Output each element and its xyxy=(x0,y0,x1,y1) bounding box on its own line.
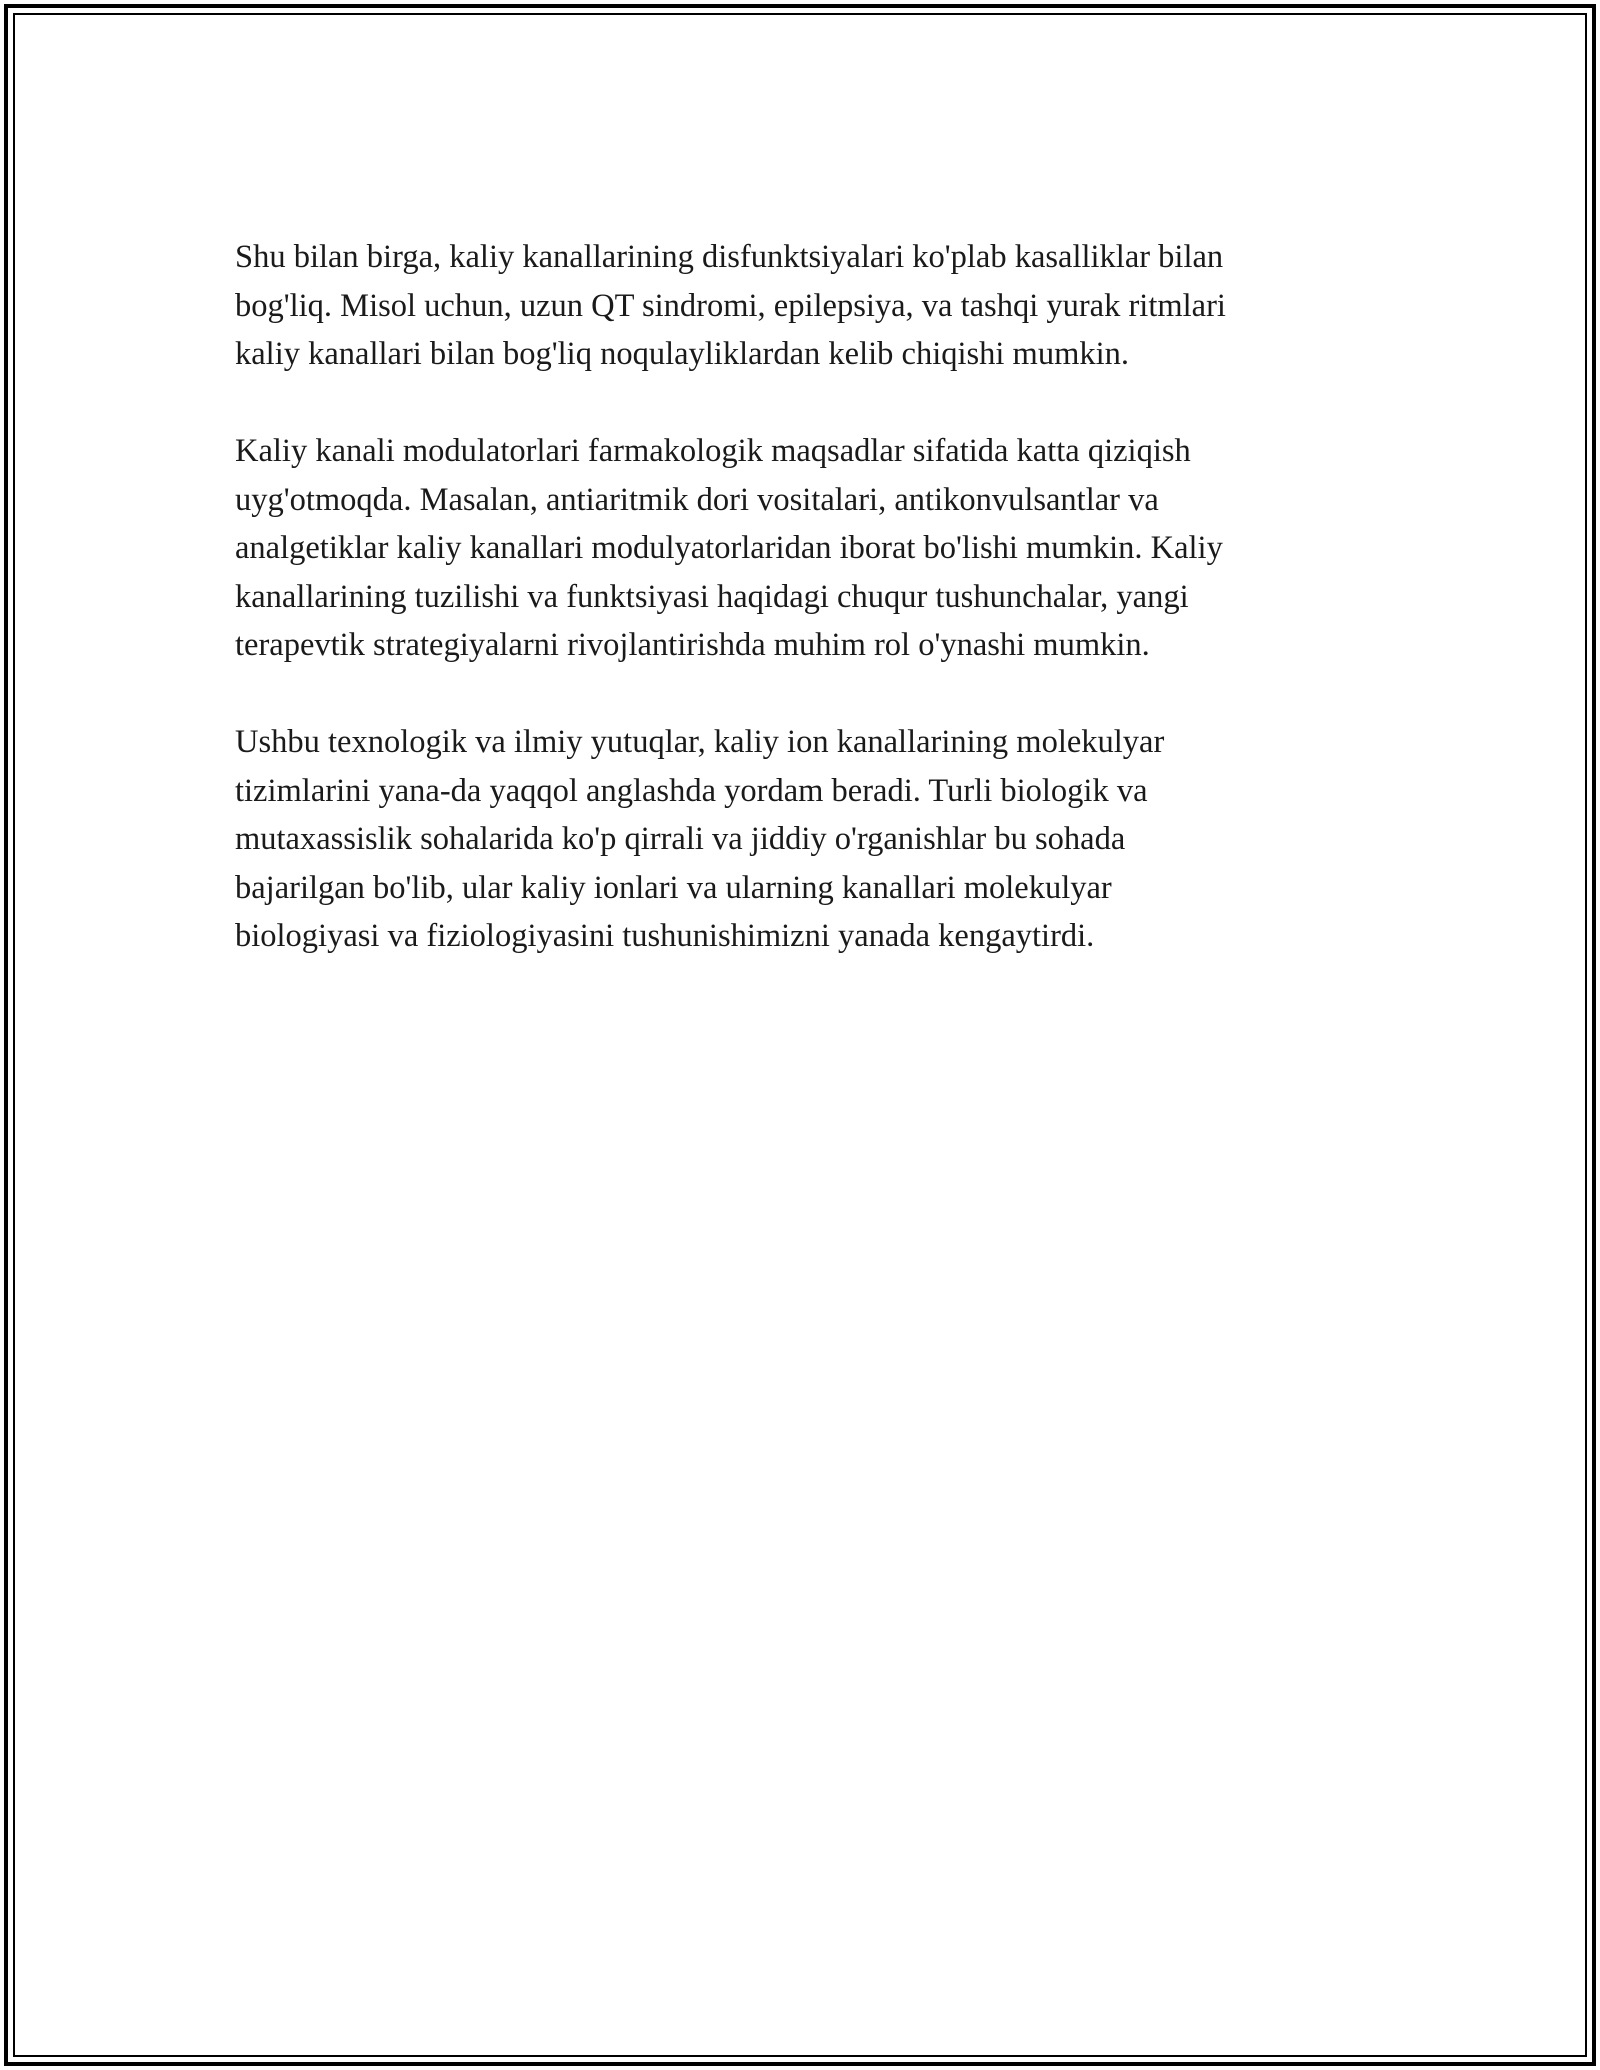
text-line: mutaxassislik sohalarida ko'p qirrali va jiddiy o'rganishlar bu sohada xyxy=(235,821,1126,857)
text-line: uyg'otmoqda. Masalan, antiaritmik dori vositalari, antikonvulsantlar va xyxy=(235,481,1159,518)
text-line: analgetiklar kaliy kanallari modulyatorlaridan iborat bo'lishi mumkin. Kaliy xyxy=(235,530,1223,566)
text-line: Shu bilan birga, kaliy kanallarining disfunktsiyalari ko'plab kasalliklar bilan xyxy=(235,239,1224,275)
text-line: terapevtik strategiyalarni rivojlantirishda muhim rol o'ynashi mumkin. xyxy=(235,627,1150,663)
text-line: tizimlarini yana-da yaqqol anglashda yordam beradi. Turli biologik va xyxy=(235,772,1148,809)
document-body xyxy=(235,233,1375,1009)
text-line: Kaliy kanali modulatorlari farmakologik maqsadlar sifatida katta qiziqish xyxy=(235,433,1191,469)
text-line: Ushbu texnologik va ilmiy yutuqlar, kaliy ion kanallarining molekulyar xyxy=(235,724,1165,760)
paragraph-3 xyxy=(235,718,1375,961)
text-line: biologiyasi va fiziologiyasini tushunishimizni yanada kengaytirdi. xyxy=(235,918,1095,954)
text-line: bajarilgan bo'lib, ular kaliy ionlari va ularning kanallari molekulyar xyxy=(235,869,1112,906)
paragraph-1 xyxy=(235,233,1375,379)
text-line: kanallarining tuzilishi va funktsiyasi haqidagi chuqur tushunchalar, yangi xyxy=(235,578,1189,615)
text-line: bog'liq. Misol uchun, uzun QT sindromi, epilepsiya, va tashqi yurak ritmlari xyxy=(235,287,1226,324)
paragraph-2 xyxy=(235,427,1375,670)
text-line: kaliy kanallari bilan bog'liq noqulayliklardan kelib chiqishi mumkin. xyxy=(235,336,1130,372)
